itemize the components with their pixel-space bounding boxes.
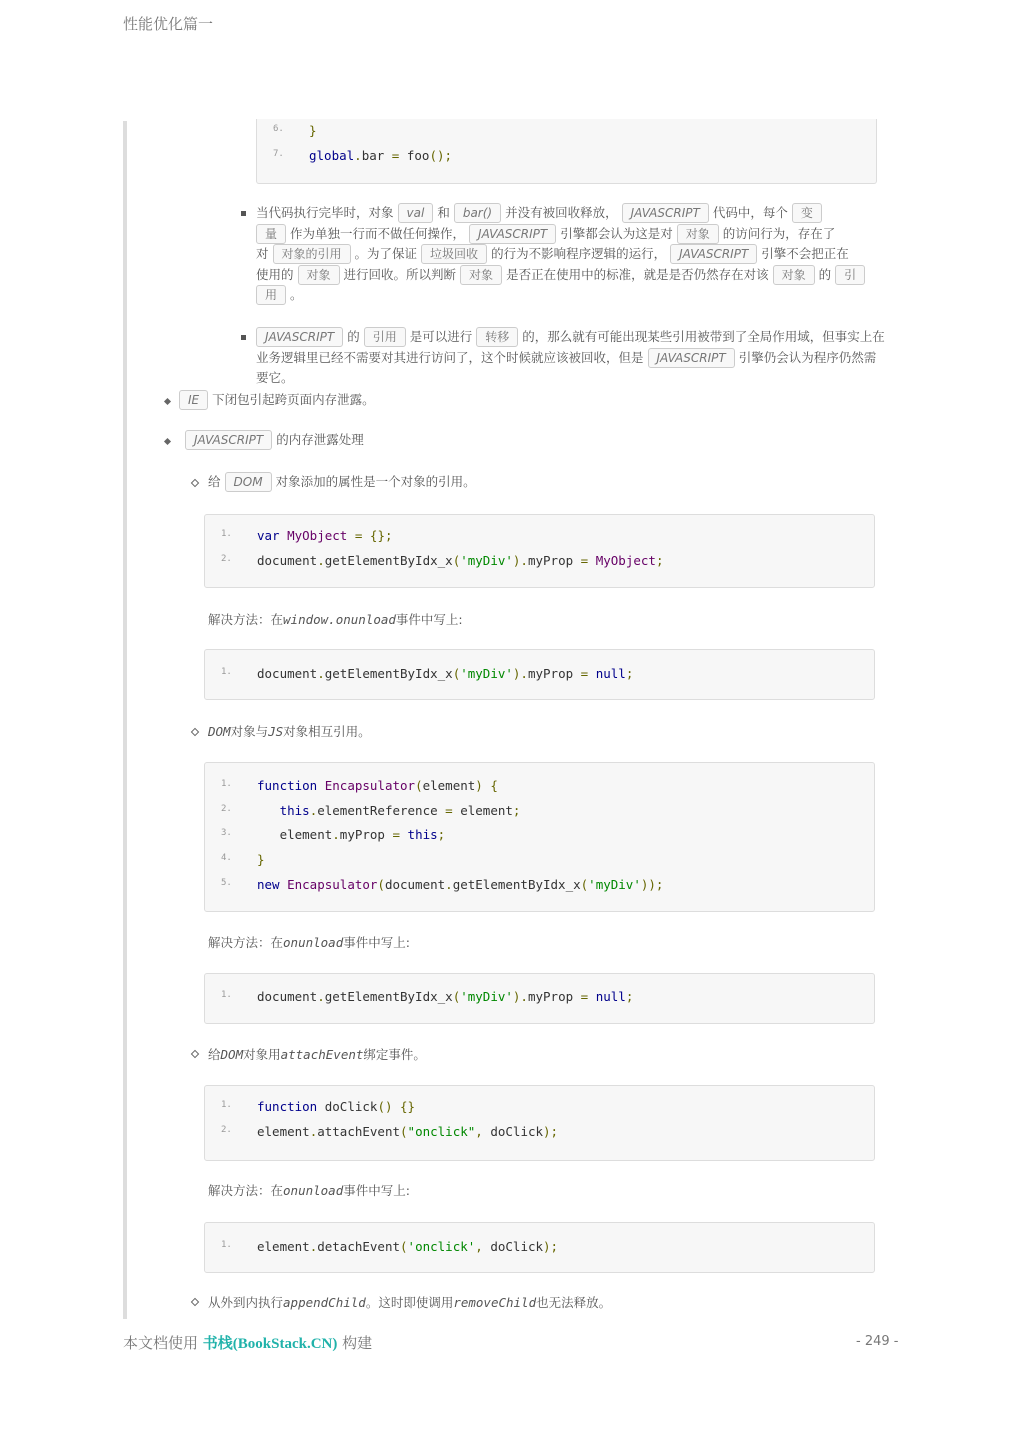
text: 的访问行为，存在了: [722, 225, 836, 241]
list-bullet: [241, 211, 246, 216]
line-number: 1.: [221, 990, 232, 1000]
text: 解决方法：在: [208, 935, 284, 950]
code-block: [204, 1085, 875, 1161]
list-bullet: [191, 1050, 199, 1058]
code-text: element.detachEvent('onclick', doClick);: [257, 1239, 559, 1254]
code-block: [256, 119, 877, 184]
list-item: [208, 1293, 611, 1311]
code-chip: 对象: [298, 265, 340, 285]
solution-text: [208, 1181, 410, 1199]
page-number: - 249 -: [856, 1334, 899, 1349]
code-line: [205, 662, 874, 686]
code-italic: onunload: [283, 1183, 344, 1198]
footer-text: 本文档使用: [123, 1334, 199, 1352]
text: 事件中写上:: [395, 612, 463, 627]
text: 解决方法：在: [208, 612, 284, 627]
list-bullet: [191, 479, 199, 487]
list-item: [185, 430, 364, 450]
code-block: [204, 514, 875, 588]
code-line: [205, 799, 874, 823]
text: 从外到内执行: [208, 1295, 284, 1310]
code-chip: JAVASCRIPT: [670, 244, 757, 264]
code-chip: JAVASCRIPT: [469, 224, 556, 244]
code-chip: 引: [835, 265, 865, 285]
text: 事件中写上:: [343, 935, 410, 950]
code-italic: removeChild: [453, 1295, 537, 1310]
paragraph: [256, 327, 885, 389]
code-italic: DOM: [208, 724, 231, 739]
code-text: new Encapsulator(document.getElementByIdx_x('myDiv'));: [257, 876, 664, 892]
text: 的，那么就有可能出现某些引用被带到了全局作用域，但事实上在: [522, 329, 885, 344]
solution-text: [208, 610, 463, 628]
text: 的: [818, 266, 832, 282]
code-chip: 变: [792, 203, 822, 223]
code-chip: 垃圾回收: [421, 244, 487, 264]
list-item: [179, 390, 375, 410]
line-number: 1.: [221, 667, 232, 677]
line-number: 6.: [273, 124, 284, 134]
code-line: [205, 1095, 874, 1119]
footer-credit: [123, 1332, 372, 1353]
solution-text: [208, 933, 410, 951]
code-line: [257, 119, 876, 143]
line-number: 2.: [221, 553, 232, 564]
code-line: [205, 1120, 874, 1144]
code-text: this.elementReference = element;: [279, 802, 521, 818]
text: 的: [347, 329, 360, 344]
list-bullet: [241, 335, 246, 340]
text: 。这时即使调用: [365, 1295, 454, 1310]
text: 事件中写上:: [343, 1183, 410, 1198]
code-chip: JAVASCRIPT: [622, 203, 709, 223]
text: 对象与: [230, 724, 269, 739]
text: 是否正在使用中的标准，就是是否仍然存在对该: [506, 266, 769, 282]
text: 给: [208, 474, 221, 489]
line-number: 7.: [273, 148, 284, 159]
code-italic: window.onunload: [283, 612, 396, 627]
page-header: 性能优化篇一: [123, 15, 214, 33]
code-chip: 对象: [677, 224, 719, 244]
code-block: [204, 1222, 875, 1273]
list-bullet: [191, 1298, 199, 1306]
code-chip: 引用: [364, 327, 406, 347]
code-chip: val: [398, 203, 434, 223]
text: 的内存泄露处理: [276, 432, 364, 447]
list-item: [208, 722, 371, 740]
code-text: document.getElementByIdx_x('myDiv').myProp = null;: [257, 666, 634, 681]
text: 对象用: [243, 1047, 281, 1062]
text: 当代码执行完毕时，对象: [256, 205, 394, 220]
code-italic: appendChild: [283, 1295, 366, 1310]
text: 引擎不会把正在: [761, 246, 849, 262]
text: 业务逻辑里已经不需要对其进行访问了，这个时候就应该被回收，但是: [256, 349, 644, 365]
code-chip: 对象: [773, 265, 815, 285]
code-chip: bar(): [454, 203, 501, 223]
list-item: [208, 1045, 426, 1063]
text: 解决方法：在: [208, 1183, 284, 1198]
code-chip: 对象: [460, 265, 502, 285]
text: 对象添加的属性是一个对象的引用。: [275, 474, 476, 489]
line-number: 5.: [221, 877, 232, 888]
list-bullet: [164, 438, 171, 445]
code-line: [205, 1235, 874, 1259]
list-bullet: [164, 398, 171, 405]
line-number: 2.: [221, 803, 232, 814]
code-text: }: [257, 852, 265, 868]
code-text: var MyObject = {};: [257, 528, 393, 543]
brand-link[interactable]: 书栈(BookStack.CN): [202, 1336, 338, 1352]
code-chip: 对象的引用: [273, 244, 351, 264]
code-text: document.getElementByIdx_x('myDiv').myProp = MyObject;: [257, 552, 664, 568]
text: 进行回收。所以判断: [343, 266, 457, 282]
list-bullet: [191, 728, 199, 736]
text: 引擎都会认为这是对: [560, 225, 673, 241]
text: 。: [290, 287, 303, 303]
line-number: 3.: [221, 828, 232, 839]
text: 引擎仍会认为程序仍然需: [738, 349, 877, 365]
code-block: [204, 649, 875, 700]
text: 并没有被回收释放，: [505, 205, 618, 220]
code-chip: JAVASCRIPT: [185, 430, 272, 450]
text: 。为了保证: [354, 246, 418, 262]
code-text: document.getElementByIdx_x('myDiv').myProp = null;: [257, 989, 634, 1004]
code-line: [205, 848, 874, 872]
line-number: 1.: [221, 1100, 232, 1110]
code-italic: attachEvent: [280, 1047, 364, 1062]
text: 要它。: [256, 370, 294, 386]
code-line: [205, 549, 874, 573]
code-line: [205, 774, 874, 798]
code-line: [205, 985, 874, 1009]
line-number: 1.: [221, 1240, 232, 1250]
line-number: 1.: [221, 779, 232, 789]
code-line: [205, 873, 874, 897]
code-chip: 转移: [476, 327, 518, 347]
text: 作为单独一行而不做任何操作，: [290, 225, 466, 241]
text: 使用的: [256, 266, 294, 282]
code-line: [205, 524, 874, 548]
code-text: element.myProp = this;: [257, 827, 446, 843]
text: 代码中，每个: [712, 205, 788, 220]
text: 下闭包引起跨页面内存泄露。: [212, 392, 375, 407]
code-chip: IE: [179, 390, 208, 410]
code-text: global.bar = foo();: [309, 147, 453, 163]
text: 对象相互引用。: [283, 724, 371, 739]
text: 对: [256, 246, 269, 262]
line-number: 4.: [221, 853, 232, 864]
code-italic: onunload: [283, 935, 344, 950]
code-chip: JAVASCRIPT: [256, 327, 343, 347]
code-line: [205, 823, 874, 847]
text: 的行为不影响程序逻辑的运行，: [491, 246, 667, 262]
list-item: [208, 472, 476, 492]
code-italic: JS: [268, 724, 284, 739]
line-number: 2.: [221, 1124, 232, 1135]
footer-text: 构建: [342, 1334, 373, 1352]
text: 也无法释放。: [536, 1295, 612, 1310]
paragraph: [256, 203, 876, 306]
content-area: [123, 121, 899, 1319]
code-line: [257, 144, 876, 168]
code-text: function Encapsulator(element) {: [257, 778, 498, 793]
text: 绑定事件。: [363, 1047, 426, 1062]
text: 给: [208, 1047, 221, 1062]
code-text: element.attachEvent("onclick", doClick);: [257, 1123, 559, 1139]
code-italic: DOM: [220, 1047, 244, 1062]
line-number: 1.: [221, 529, 232, 539]
text: 和: [437, 205, 450, 220]
code-chip: DOM: [225, 472, 272, 492]
text: 是可以进行: [409, 329, 473, 344]
code-block: [204, 973, 875, 1024]
code-chip: 量: [256, 224, 286, 244]
code-block: [204, 762, 875, 912]
code-text: }: [309, 123, 317, 138]
code-text: function doClick() {}: [257, 1099, 416, 1114]
code-chip: JAVASCRIPT: [648, 348, 735, 368]
code-chip: 用: [256, 285, 286, 305]
